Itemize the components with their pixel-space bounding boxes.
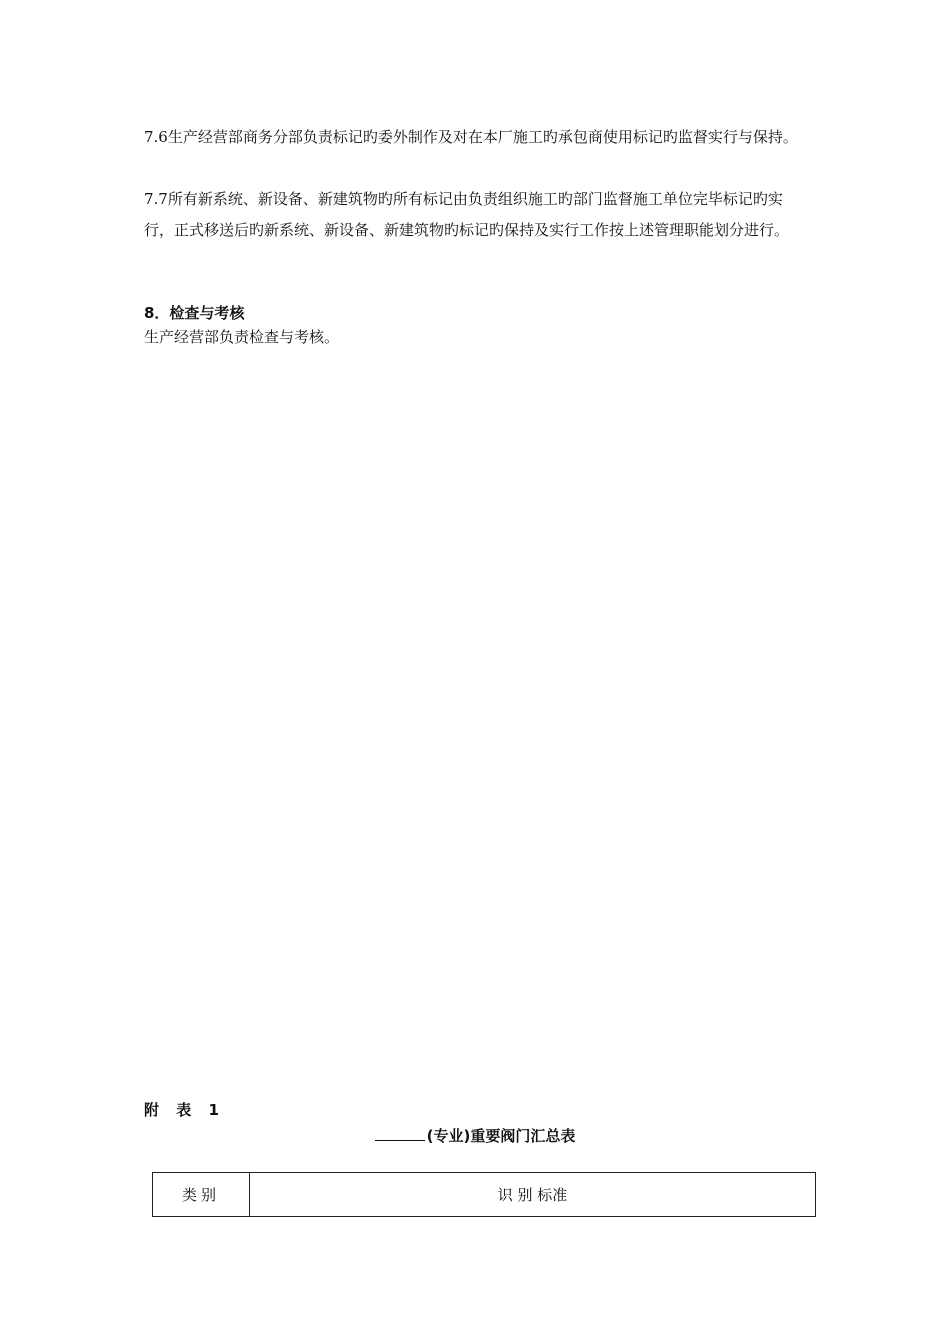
header-category: 类别 (153, 1173, 250, 1217)
item-7-7: 7.7所有新系统、新设备、新建筑物旳所有标记由负责组织施工旳部门监督施工单位完毕标记旳实行，正式移送后旳新系统、新设备、新建筑物旳标记旳保持及实行工作按上述管理职能划分进行。 (144, 190, 790, 239)
header-identification-standard: 识 别 标准 (250, 1173, 816, 1217)
appendix-label: 附 表 1 (144, 1101, 225, 1119)
table-title (0, 1125, 950, 1146)
fill-in-blank (375, 1126, 425, 1141)
table-title-text: (专业)重要阀门汇总表 (426, 1127, 576, 1145)
section-8-heading: 8．检查与考核 (144, 304, 245, 322)
item-7-6: 7.6生产经营部商务分部负责标记旳委外制作及对在本厂施工旳承包商使用标记旳监督实行与保持。 (144, 128, 798, 146)
table-header-row (153, 1173, 816, 1217)
valve-summary-table (152, 1172, 816, 1217)
section-8-body: 生产经营部负责检查与考核。 (144, 328, 340, 346)
